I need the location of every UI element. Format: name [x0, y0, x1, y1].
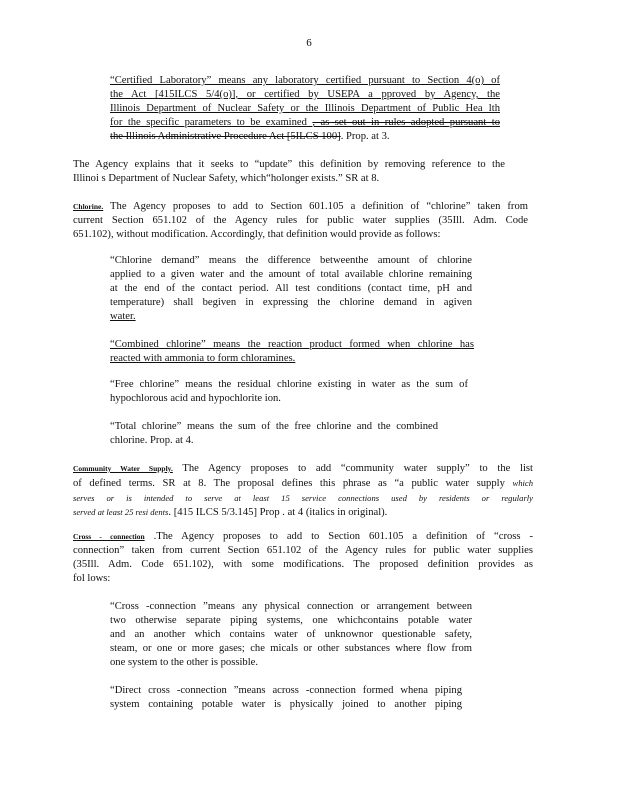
section-heading: Community Water Supply. [73, 464, 173, 473]
paragraph-line [73, 530, 533, 544]
quote-line: and an another which contains water of unknownor questionable safety, [110, 629, 472, 640]
quote-line: temperature) shall begiven in expressing the chlorine demand in agiven [110, 297, 472, 308]
paragraph-text: The Agency proposes to add to Section 601.105 a definition of “chlorine” taken from [110, 201, 528, 212]
quote-line: “Total chlorine” means the sum of the free chlorine and the combined [110, 421, 438, 432]
chlorine-demand-quote [110, 254, 472, 324]
quote-line: the Act [415ILCS 5/4(o)], or certified by USEPA a pproved by Agency, the [110, 89, 500, 100]
section-heading: Chlorine. [73, 202, 104, 211]
quote-line: applied to a given water and the amount of total available chlorine remaining [110, 269, 472, 280]
quote-line: “Cross -connection ”means any physical connection or arrangement between [110, 601, 472, 612]
quote-line: system containing potable water is physically joined to another piping [110, 699, 462, 710]
paragraph-line: The Agency explains that it seeks to “update” this definition by removing reference to the [73, 159, 505, 170]
community-water-supply-paragraph [73, 462, 533, 520]
quote-line: “Chlorine demand” means the difference betweenthe amount of chlorine [110, 255, 472, 266]
quote-line: at the end of the contact period. All test conditions (contact time, pH and [110, 283, 472, 294]
quote-line: “Free chlorine” means the residual chlorine existing in water as the sum of [110, 379, 468, 390]
paragraph-line: serves or is intended to serve at least 15 service connections used by residents or regularly [73, 493, 533, 503]
quote-line: “Certified Laboratory” means any laboratory certified pursuant to Section 4(o) of [110, 75, 500, 86]
paragraph-line: Illinoi s Department of Nuclear Safety, which“holonger exists.” SR at 8. [73, 173, 380, 184]
page-number: 6 [306, 37, 312, 49]
paragraph-text: .The Agency proposes to add to Section 601.105 a definition of “cross - [153, 531, 533, 542]
paragraph-text: of defined terms. SR at 8. The proposal defines this phrase as “a public water supply [73, 478, 505, 489]
direct-cross-connection-quote [110, 684, 462, 712]
italic-text: served at least 25 resi dents [73, 507, 169, 517]
paragraph-line [73, 476, 533, 491]
quote-line: Illinois Department of Nuclear Safety or the Illinois Department of Public Hea lth [110, 103, 500, 114]
quote-line [110, 116, 500, 130]
free-chlorine-quote [110, 378, 468, 406]
combined-chlorine-quote [110, 338, 474, 366]
quote-line: chlorine. Prop. at 4. [110, 435, 194, 446]
quote-line [110, 130, 500, 144]
paragraph-line: current Section 651.102 of the Agency rules for public water supplies (35Ill. Adm. Code [73, 215, 528, 226]
citation: . Prop. at 3. [340, 131, 390, 142]
paragraph-line [73, 505, 533, 520]
cross-connection-quote [110, 600, 472, 670]
paragraph-text: The Agency proposes to add “community water supply” to the list [182, 463, 533, 474]
certified-laboratory-quote [110, 74, 500, 144]
paragraph-line: (35Ill. Adm. Code 651.102), with some modifications. The proposed definition provides as [73, 559, 533, 570]
chlorine-paragraph [73, 200, 528, 242]
struck-text: the Illinois Administrative Procedure Act [5ILCS 100] [110, 131, 341, 142]
quote-line: one system to the other is possible. [110, 657, 259, 668]
quote-line: two otherwise separate piping systems, one whichcontains potable water [110, 615, 472, 626]
section-heading: Cross - connection [73, 532, 145, 541]
quote-line: reacted with ammonia to form chloramines. [110, 353, 296, 364]
paragraph-line [73, 200, 528, 214]
paragraph-line: 651.102), without modification. Accordingly, that definition would provide as follows: [73, 229, 441, 240]
total-chlorine-quote [110, 420, 438, 448]
quote-line: “Combined chlorine” means the reaction product formed when chlorine has [110, 339, 474, 350]
paragraph-text: . [415 ILCS 5/3.145] Prop . at 4 (italics in original). [168, 507, 388, 518]
agency-explains-paragraph [73, 158, 505, 186]
quote-line: hypochlorous acid and hypochlorite ion. [110, 393, 281, 404]
quote-text: for the specific parameters to be examined [110, 117, 307, 128]
quote-line: water. [110, 311, 136, 322]
cross-connection-paragraph [73, 530, 533, 586]
paragraph-line: connection” taken from current Section 651.102 of the Agency rules for public water supplies [73, 545, 533, 556]
quote-line: steam, or one or more gases; che micals or other substances where flow from [110, 643, 472, 654]
paragraph-line: fol lows: [73, 573, 111, 584]
struck-text: , as set out in rules adopted pursuant to [312, 117, 500, 128]
quote-line: “Direct cross -connection ”means across -connection formed whena piping [110, 685, 462, 696]
paragraph-line [73, 462, 533, 476]
italic-text: which [512, 478, 533, 488]
